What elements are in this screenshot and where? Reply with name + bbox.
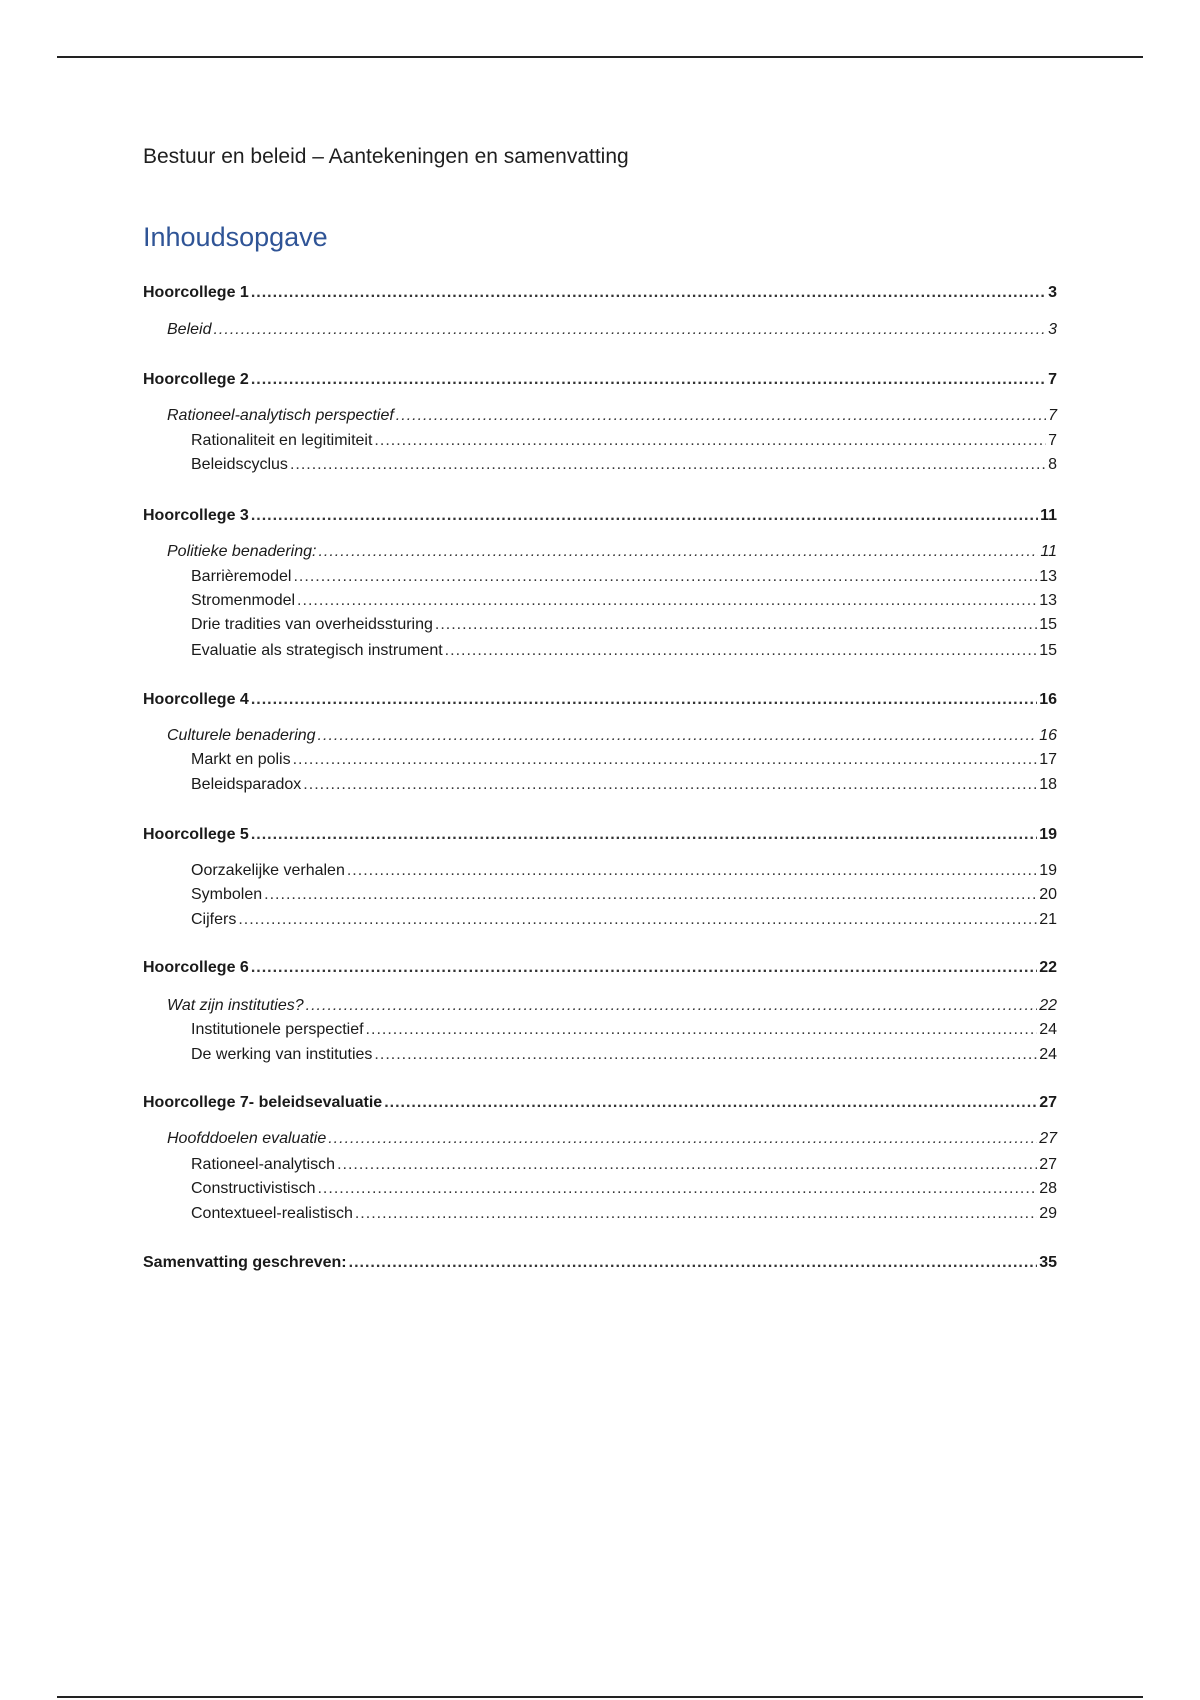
toc-entry[interactable] [0,541,1057,563]
toc-entry-page-number: 7 [1048,407,1057,424]
toc-entry-page-number: 22 [1039,997,1057,1014]
toc-entry-label: Beleidscyclus [191,456,288,473]
toc-entry-label: Rationaliteit en legitimiteit [191,432,373,449]
toc-entry-page-number: 15 [1039,642,1057,659]
toc-entry-page-number: 3 [1048,321,1057,338]
toc-entry-page-number: 16 [1039,727,1057,744]
page-title: Bestuur en beleid – Aantekeningen en samenvatting [143,145,629,168]
toc-entry[interactable] [0,590,1057,612]
toc-entry-page-number: 24 [1039,1021,1057,1038]
toc-entry[interactable] [0,689,1057,711]
toc-dot-leader [238,909,1037,931]
toc-entry[interactable] [0,282,1057,304]
toc-entry-page-number: 11 [1040,507,1057,524]
toc-dot-leader [396,405,1046,427]
toc-entry-label: Hoofddoelen evaluatie [167,1130,327,1147]
toc-dot-leader [374,430,1046,452]
toc-entry-page-number: 24 [1039,1046,1057,1063]
toc-entry[interactable] [0,1154,1057,1176]
toc-dot-leader [384,1092,1037,1114]
toc-entry-label: Politieke benadering: [167,543,317,560]
toc-entry-label: Beleidsparadox [191,776,302,793]
toc-entry-page-number: 22 [1039,959,1057,976]
toc-entry-page-number: 16 [1039,691,1057,708]
toc-dot-leader [306,995,1038,1017]
toc-dot-leader [318,725,1038,747]
toc-dot-leader [251,282,1046,304]
toc-dot-leader [347,860,1037,882]
toc-dot-leader [251,689,1037,711]
toc-entry[interactable] [0,1252,1057,1274]
toc-entry-page-number: 28 [1039,1180,1057,1197]
toc-dot-leader [328,1128,1037,1150]
toc-entry-page-number: 27 [1039,1094,1057,1111]
toc-entry[interactable] [0,860,1057,882]
toc-entry-page-number: 29 [1039,1205,1057,1222]
toc-entry[interactable] [0,405,1057,427]
toc-entry[interactable] [0,774,1057,796]
toc-entry[interactable] [0,1178,1057,1200]
toc-entry[interactable] [0,1044,1057,1066]
toc-entry-label: De werking van instituties [191,1046,373,1063]
toc-entry-label: Samenvatting geschreven: [143,1254,347,1271]
toc-entry-page-number: 15 [1039,616,1057,633]
toc-entry-page-number: 21 [1039,911,1057,928]
toc-entry-label: Hoorcollege 4 [143,691,249,708]
toc-entry-label: Rationeel-analytisch perspectief [167,407,394,424]
toc-dot-leader [366,1019,1038,1041]
toc-entry-page-number: 3 [1048,284,1057,301]
toc-entry-page-number: 19 [1039,862,1057,879]
toc-entry-label: Hoorcollege 6 [143,959,249,976]
toc-entry-page-number: 13 [1039,592,1057,609]
toc-entry-page-number: 17 [1039,751,1057,768]
toc-entry-label: Rationeel-analytisch [191,1156,336,1173]
toc-entry[interactable] [0,454,1057,476]
toc-dot-leader [355,1203,1037,1225]
toc-dot-leader [251,824,1037,846]
toc-entry-label: Barrièremodel [191,568,292,585]
toc-entry-label: Institutionele perspectief [191,1021,364,1038]
footer-rule [57,1696,1143,1698]
toc-entry-label: Hoorcollege 2 [143,371,249,388]
toc-entry[interactable] [0,1203,1057,1225]
toc-entry-page-number: 27 [1039,1156,1057,1173]
toc-entry[interactable] [0,1092,1057,1114]
toc-entry-label: Symbolen [191,886,263,903]
toc-entry[interactable] [0,505,1057,527]
toc-dot-leader [445,640,1038,662]
header-rule [57,56,1143,58]
toc-dot-leader [297,590,1037,612]
toc-entry-label: Wat zijn instituties? [167,997,304,1014]
toc-entry-label: Cijfers [191,911,237,928]
toc-entry[interactable] [0,884,1057,906]
toc-entry-label: Beleid [167,321,212,338]
toc-entry-label: Drie tradities van overheidssturing [191,616,433,633]
toc-entry[interactable] [0,319,1057,341]
toc-entry[interactable] [0,1019,1057,1041]
toc-dot-leader [318,541,1038,563]
toc-entry-page-number: 7 [1048,432,1057,449]
toc-entry[interactable] [0,824,1057,846]
toc-dot-leader [251,957,1037,979]
toc-entry-label: Hoorcollege 5 [143,826,249,843]
toc-dot-leader [264,884,1037,906]
toc-dot-leader [435,614,1037,636]
toc-dot-leader [349,1252,1038,1274]
toc-entry[interactable] [0,1128,1057,1150]
toc-entry-label: Hoorcollege 1 [143,284,249,301]
toc-entry-label: Stromenmodel [191,592,296,609]
toc-entry-label: Culturele benadering [167,727,316,744]
toc-entry-page-number: 20 [1039,886,1057,903]
toc-entry[interactable] [0,995,1057,1017]
toc-entry-label: Markt en polis [191,751,291,768]
toc-entry-page-number: 35 [1039,1254,1057,1271]
toc-dot-leader [303,774,1037,796]
toc-entry-page-number: 18 [1039,776,1057,793]
toc-entry-page-number: 11 [1040,543,1057,560]
toc-entry-label: Contextueel-realistisch [191,1205,353,1222]
toc-entry[interactable] [0,725,1057,747]
toc-dot-leader [213,319,1046,341]
toc-entry-page-number: 19 [1039,826,1057,843]
toc-entry-label: Evaluatie als strategisch instrument [191,642,443,659]
toc-entry-page-number: 13 [1039,568,1057,585]
toc-entry[interactable] [0,369,1057,391]
toc-dot-leader [374,1044,1037,1066]
toc-entry-label: Hoorcollege 3 [143,507,249,524]
toc-entry[interactable] [0,640,1057,662]
toc-dot-leader [293,566,1037,588]
toc-dot-leader [337,1154,1037,1176]
toc-heading: Inhoudsopgave [143,222,328,252]
toc-dot-leader [251,505,1038,527]
toc-entry-label: Constructivistisch [191,1180,316,1197]
toc-entry[interactable] [0,909,1057,931]
toc-entry-page-number: 7 [1048,371,1057,388]
toc-entry-label: Oorzakelijke verhalen [191,862,345,879]
toc-entry[interactable] [0,614,1057,636]
toc-entry-page-number: 27 [1039,1130,1057,1147]
toc-entry[interactable] [0,566,1057,588]
toc-entry-page-number: 8 [1048,456,1057,473]
toc-entry[interactable] [0,430,1057,452]
toc-entry-label: Hoorcollege 7- beleidsevaluatie [143,1094,383,1111]
toc-dot-leader [290,454,1046,476]
toc-entry[interactable] [0,957,1057,979]
toc-dot-leader [317,1178,1037,1200]
toc-dot-leader [251,369,1046,391]
toc-entry[interactable] [0,749,1057,771]
toc-dot-leader [293,749,1038,771]
